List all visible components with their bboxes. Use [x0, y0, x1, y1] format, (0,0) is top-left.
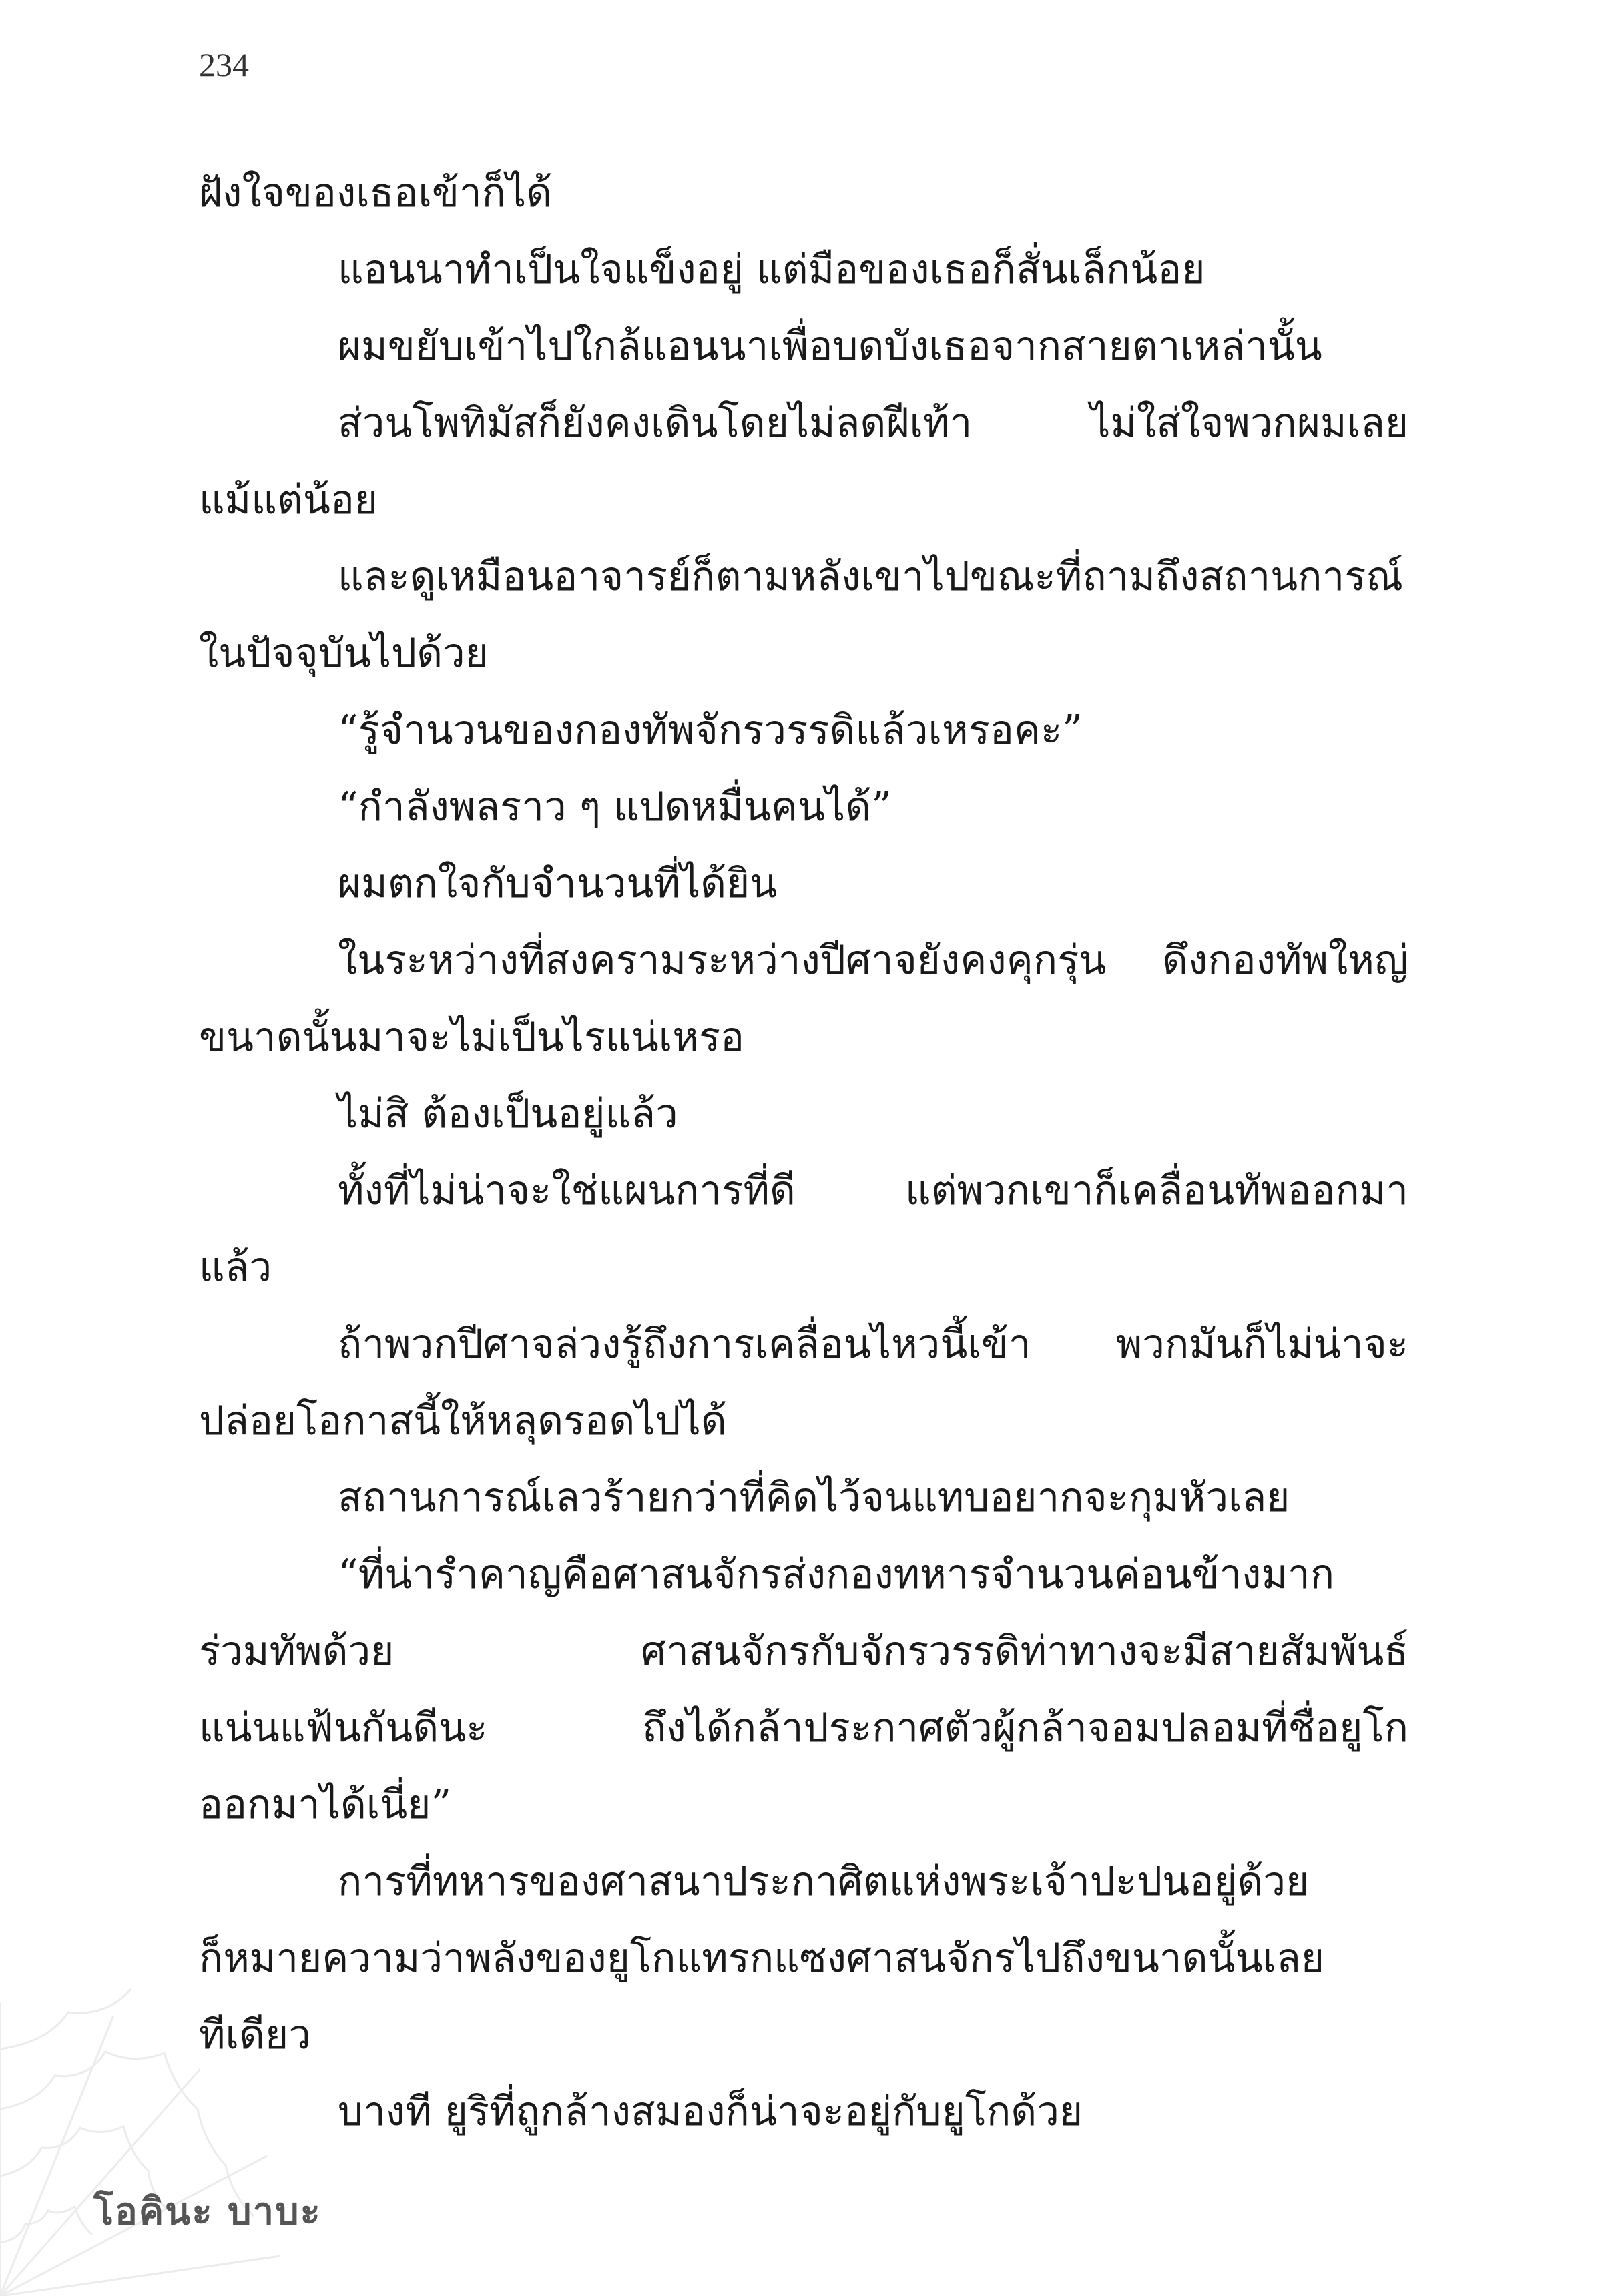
text-line: ขนาดนั้นมาจะไม่เป็นไรแน่เหรอ	[199, 1014, 745, 1061]
text-line: บางที ยูริที่ถูกล้างสมองก็น่าจะอยู่กับยูโกด้วย	[338, 2088, 1083, 2135]
text-line: ผมตกใจกับจำนวนที่ได้ยิน	[338, 860, 778, 907]
text-line: สถานการณ์เลวร้ายกว่าที่คิดไว้จนแทบอยากจะกุมหัวเลย	[338, 1474, 1290, 1521]
text-line: ในปัจจุบันไปด้วย	[199, 630, 489, 677]
text-line: แน่นแฟ้นกันดีนะ ถึงได้กล้าประกาศตัวผู้กล้าจอมปลอมที่ชื่อยูโก	[199, 1705, 1408, 1751]
text-line: ทั้งที่ไม่น่าจะใช่แผนการที่ดี แต่พวกเขาก็เคลื่อนทัพออกมา	[338, 1167, 1408, 1214]
text-line: แอนนาทำเป็นใจแข็งอยู่ แต่มือของเธอก็สั่นเล็กน้อย	[338, 246, 1205, 293]
text-line: ฝังใจของเธอเข้าก็ได้	[199, 170, 553, 216]
text-line: การที่ทหารของศาสนาประกาศิตแห่งพระเจ้าปะปนอยู่ด้วย	[338, 1858, 1310, 1905]
page-number: 234	[199, 46, 249, 83]
book-author-footer: โอคินะ บาบะ	[93, 2190, 322, 2233]
text-line: ไม่สิ ต้องเป็นอยู่แล้ว	[338, 1091, 678, 1137]
text-line: ร่วมทัพด้วย ศาสนจักรกับจักรวรรดิท่าทางจะมีสายสัมพันธ์	[199, 1628, 1408, 1675]
text-line: “รู้จำนวนของกองทัพจักรวรรดิแล้วเหรอคะ”	[338, 707, 1083, 754]
text-line: ปล่อยโอกาสนี้ให้หลุดรอดไปได้	[199, 1398, 727, 1444]
body-text	[199, 155, 1408, 2150]
text-line: และดูเหมือนอาจารย์ก็ตามหลังเขาไปขณะที่ถามถึงสถานการณ์	[338, 553, 1404, 600]
text-line: ในระหว่างที่สงครามระหว่างปีศาจยังคงคุกรุ่น ดึงกองทัพใหญ่	[338, 937, 1408, 984]
text-line: ก็หมายความว่าพลังของยูโกแทรกแซงศาสนจักรไปถึงขนาดนั้นเลย	[199, 1935, 1325, 1982]
text-line: “กำลังพลราว ๆ แปดหมื่นคนได้”	[338, 784, 892, 830]
text-line: แม้แต่น้อย	[199, 477, 378, 523]
text-line: ทีเดียว	[199, 2012, 311, 2058]
text-line: แล้ว	[199, 1244, 272, 1291]
text-line: ส่วนโพทิมัสก็ยังคงเดินโดยไม่ลดฝีเท้า ไม่ใส่ใจพวกผมเลย	[338, 400, 1408, 447]
spider-web-icon	[0, 1976, 280, 2296]
text-line: ถ้าพวกปีศาจล่วงรู้ถึงการเคลื่อนไหวนี้เข้า พวกมันก็ไม่น่าจะ	[338, 1321, 1408, 1368]
text-line: “ที่น่ารำคาญคือศาสนจักรส่งกองทหารจำนวนค่อนข้างมาก	[338, 1551, 1335, 1598]
text-line: ออกมาได้เนี่ย”	[199, 1781, 452, 1828]
text-line: ผมขยับเข้าไปใกล้แอนนาเพื่อบดบังเธอจากสายตาเหล่านั้น	[338, 323, 1322, 370]
